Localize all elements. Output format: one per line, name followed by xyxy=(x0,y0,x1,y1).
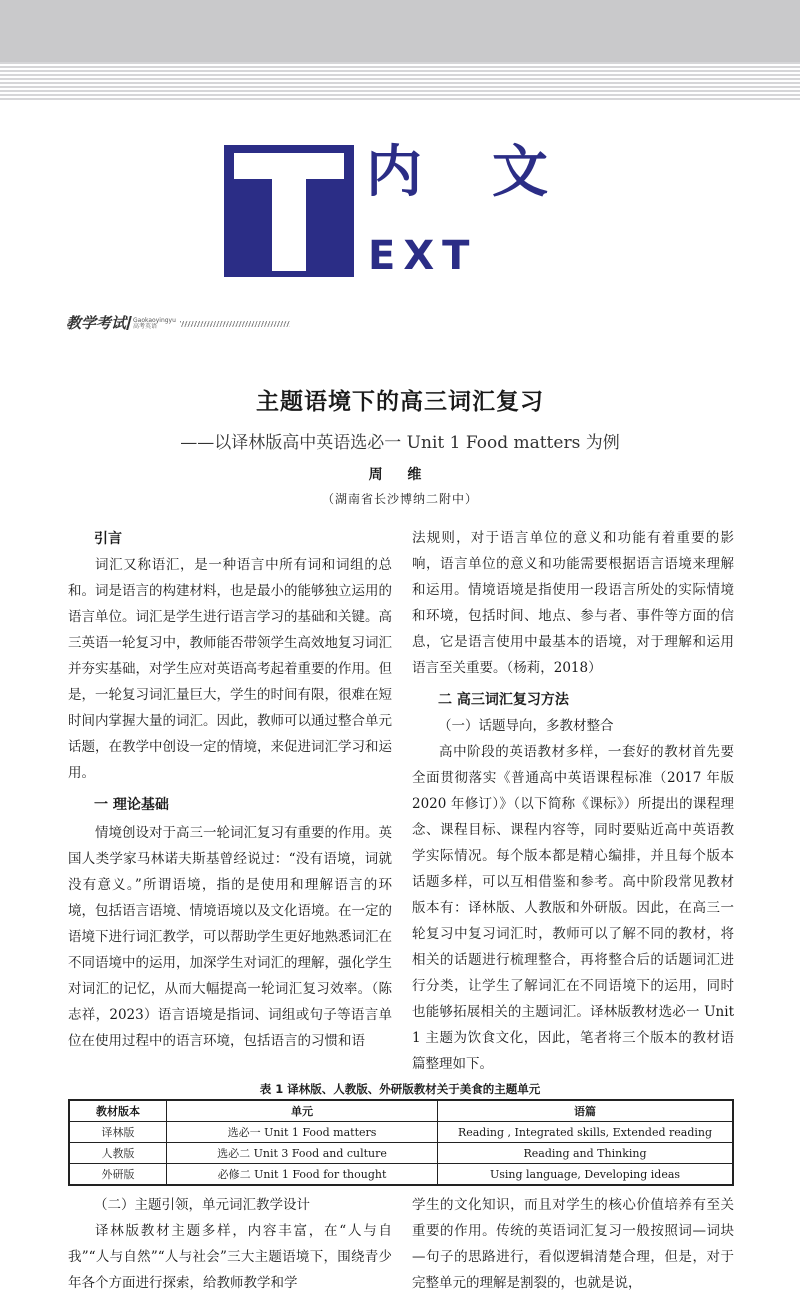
continued-paragraph: 法规则，对于语言单位的意义和功能有着重要的影响，语言单位的意义和功能需要根据语言语境来理解和运用。情境语境是指使用一段语言所处的实际情境和环境，包括时间、地点、参与者、事件等方面的信息，它是语言使用中最基本的语境，对于理解和运用语言至关重要。（杨莉，2018） xyxy=(412,530,734,676)
left-column xyxy=(68,526,392,1054)
logo-ext: EXT xyxy=(368,233,478,279)
column-subtitle xyxy=(133,318,176,330)
article-affiliation: （湖南省长沙博纳二附中） xyxy=(321,492,478,506)
logo-char-1: 内 xyxy=(366,140,422,205)
section-2-sub-2: （二）主题引领，单元词汇教学设计 xyxy=(94,1197,310,1213)
table-cell: 必修二 Unit 1 Food for thought xyxy=(167,1164,438,1186)
section-2-heading: 二 高三词汇复习方法 xyxy=(438,692,569,708)
bottom-left-column xyxy=(68,1192,392,1292)
column-tag xyxy=(66,312,290,332)
column-sub-cn: 高考英语 xyxy=(133,322,158,330)
right-column xyxy=(412,525,734,1077)
table-cell: 选必二 Unit 3 Food and culture xyxy=(167,1143,438,1164)
table-cell: 外研版 xyxy=(69,1164,167,1186)
table-cell: 译林版 xyxy=(69,1122,167,1143)
column-title: 教学考试 xyxy=(66,314,127,332)
table-header-cell: 单元 xyxy=(167,1100,438,1122)
textbook-table xyxy=(68,1099,734,1186)
table-row xyxy=(69,1122,733,1143)
intro-heading: 引言 xyxy=(94,531,122,547)
intro-paragraph: 词汇又称语汇，是一种语言中所有词和词组的总和。词是语言的构建材料，也是最小的能够独立运用的语言单位。词汇是学生进行语言学习的基础和关键。高三英语一轮复习中，教师能否带领学生高效地复习词汇并夯实基础，对学生应对英语高考起着重要的作用。但是，一轮复习词汇量巨大，学生的时间有限，很难在短时间内掌握大量的词汇。因此，教师可以通过整合单元话题，在教学中创设一定的情境，来促进词汇学习和运用。 xyxy=(68,557,392,781)
table-cell: 选必一 Unit 1 Food matters xyxy=(167,1122,438,1143)
table-header-cell: 语篇 xyxy=(438,1100,734,1122)
header-stripes xyxy=(0,62,800,102)
bottom-right-column xyxy=(412,1192,734,1292)
t-letter-icon xyxy=(224,145,354,277)
bottom-left-paragraph: 译林版教材主题多样，内容丰富，在“人与自我”“人与自然”“人与社会”三大主题语境下，围绕青少年各个方面进行探索，给教师教学和学 xyxy=(68,1223,392,1291)
table-cell: Using language, Developing ideas xyxy=(438,1164,734,1186)
section-1-heading: 一 理论基础 xyxy=(94,797,169,813)
bottom-right-paragraph: 学生的文化知识，而且对学生的核心价值培养有至关重要的作用。传统的英语词汇复习一般按照词—词块—句子的思路进行，看似逻辑清楚合理，但是，对于完整单元的理解是割裂的，也就是说， xyxy=(412,1197,734,1291)
header-band xyxy=(0,0,800,62)
table-row xyxy=(69,1143,733,1164)
section-2-sub-1: （一）话题导向，多教材整合 xyxy=(438,718,614,734)
section-1-paragraph: 情境创设对于高三一轮词汇复习有重要的作用。英国人类学家马林诺夫斯基曾经说过：“没有语境，词就没有意义。”所谓语境，指的是使用和理解语言的环境，包括语言语境、情境语境以及文化语境。在一定的语境下进行词汇教学，可以帮助学生更好地熟悉词汇在不同语境中的运用，加深学生对词汇的理解，强化学生对词汇的记忆，从而大幅提高一轮词汇复习效率。（陈志祥，2023）语言语境是指词、词组或句子等语言单位在使用过程中的语言环境，包括语言的习惯和语 xyxy=(68,825,392,1049)
table-cell: 人教版 xyxy=(69,1143,167,1164)
table-header-cell: 教材版本 xyxy=(69,1100,167,1122)
column-sub-pinyin: Gaokaoyingyu xyxy=(133,316,176,324)
table-caption: 表 1 译林版、人教版、外研版教材关于美食的主题单元 xyxy=(259,1082,541,1096)
article-title: 主题语境下的高三词汇复习 xyxy=(256,388,544,415)
column-divider xyxy=(126,316,132,330)
table-cell: Reading , Integrated skills, Extended reading xyxy=(438,1122,734,1143)
text-logo-block xyxy=(224,145,354,277)
article-author: 周 维 xyxy=(368,467,432,483)
table-cell: Reading and Thinking xyxy=(438,1143,734,1164)
table-row xyxy=(69,1164,733,1186)
logo-char-2: 文 xyxy=(492,140,548,205)
section-2-paragraph: 高中阶段的英语教材多样，一套好的教材首先要全面贯彻落实《普通高中英语课程标准（2017 年版 2020 年修订）》（以下简称《课标》）所提出的课程理念、课程目标、课程内容等，同时要贴近高中英语教学实际情况。每个版本都是精心编排，并且每个版本话题多样，可以互相借鉴和参考。高中阶段常见教材版本有：译林版、人教版和外研版。因此，在高三一轮复习中复习词汇时，教师可以了解不同的教材，将相关的话题进行梳理整合，再将整合后的话题词汇进行分类，让学生了解词汇在不同语境下的运用，同时也能够拓展相关的主题词汇。译林版教材选必一 Unit 1 主题为饮食文化，因此，笔者将三个版本的教材语篇整理如下。 xyxy=(412,744,734,1072)
article-subtitle: ——以译林版高中英语选必一 Unit 1 Food matters 为例 xyxy=(180,433,620,453)
column-hatch xyxy=(180,321,290,327)
table-header-row xyxy=(69,1100,733,1122)
